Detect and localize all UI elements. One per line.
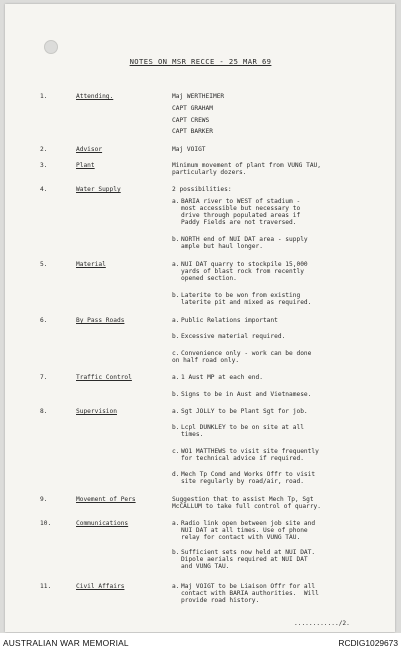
sub-text: WO1 MATTHEWS to visit site frequently — [181, 448, 319, 455]
item-number: 6. — [40, 317, 48, 324]
item-text: Maj WERTHEIMER — [172, 93, 225, 100]
sub-label: c. — [172, 350, 180, 357]
sub-text: and VUNG TAU. — [181, 563, 230, 570]
item-number: 1. — [40, 93, 48, 100]
item-number: 2. — [40, 146, 48, 153]
sub-text: Sgt JOLLY to be Plant Sgt for job. — [181, 408, 308, 415]
sub-label: a. — [172, 261, 180, 268]
sub-text: 1 Aust MP at each end. — [181, 374, 263, 381]
item-number: 7. — [40, 374, 48, 381]
sub-text: BARIA river to WEST of stadium - — [181, 198, 301, 205]
punch-hole — [44, 40, 58, 54]
item-heading: Supervision — [76, 408, 117, 415]
sub-text: most accessible but necessary to — [181, 205, 301, 212]
item-heading: Communications — [76, 520, 129, 527]
sub-text: Sufficient sets now held at NUI DAT. — [181, 549, 316, 556]
sub-text: Dipole aerials required at NUI DAT — [181, 556, 308, 563]
item-number: 8. — [40, 408, 48, 415]
sub-text: NUI DAT at all times. Use of phone — [181, 527, 308, 534]
sub-label: b. — [172, 424, 180, 431]
item-heading: Plant — [76, 162, 95, 169]
sub-label: a. — [172, 520, 180, 527]
item-text: CAPT BARKER — [172, 128, 213, 135]
item-text: CAPT CREWS — [172, 117, 210, 124]
item-text: Maj VOIGT — [172, 146, 206, 153]
item-text: 2 possibilities: — [172, 186, 232, 193]
sub-label: b. — [172, 549, 180, 556]
sub-text: opened section. — [181, 275, 237, 282]
sub-text: Maj VOIGT to be Liaison Offr for all — [181, 583, 316, 590]
sub-text: Public Relations important — [181, 317, 278, 324]
sub-label: d. — [172, 471, 180, 478]
item-heading: By Pass Roads — [76, 317, 125, 324]
sub-text: contact with BARIA authorities. Will — [181, 590, 319, 597]
sub-label: b. — [172, 292, 180, 299]
item-number: 11. — [40, 583, 52, 590]
item-text: Minimum movement of plant from VUNG TAU, — [172, 162, 322, 169]
sub-label: a. — [172, 408, 180, 415]
sub-text: Signs to be in Aust and Vietnamese. — [181, 391, 312, 398]
item-heading: Attending. — [76, 93, 114, 100]
item-heading: Movement of Pers — [76, 496, 136, 503]
sub-label: c. — [172, 448, 180, 455]
sub-label: a. — [172, 374, 180, 381]
item-text: CAPT GRAHAM — [172, 105, 213, 112]
sub-text: Radio link open between job site and — [181, 520, 316, 527]
item-heading: Traffic Control — [76, 374, 132, 381]
footer-source: AUSTRALIAN WAR MEMORIAL — [3, 638, 129, 648]
sub-label: b. — [172, 391, 180, 398]
sub-label: a. — [172, 583, 180, 590]
item-number: 10. — [40, 520, 52, 527]
archive-footer — [0, 633, 401, 654]
sub-text: NORTH end of NUI DAT area - supply — [181, 236, 308, 243]
item-text: McCALLUM to take full control of quarry. — [172, 503, 322, 510]
continuation-marker: ............/2. — [294, 620, 350, 627]
sub-text: laterite pit and mixed as required. — [181, 299, 312, 306]
sub-label: a. — [172, 317, 180, 324]
item-number: 5. — [40, 261, 48, 268]
sub-label: a. — [172, 198, 180, 205]
sub-text: Mech Tp Comd and Works Offr to visit — [181, 471, 316, 478]
sub-text: Laterite to be won from existing — [181, 292, 301, 299]
sub-text: drive through populated areas if — [181, 212, 301, 219]
sub-text: for technical advice if required. — [181, 455, 304, 462]
sub-text: relay for contact with VUNG TAU. — [181, 534, 301, 541]
sub-text: site regularly by road/air, road. — [181, 478, 304, 485]
footer-id: RCDIG1029673 — [338, 638, 398, 648]
item-text: particularly dozers. — [172, 169, 247, 176]
sub-text: on half road only. — [172, 357, 240, 364]
sub-label: b. — [172, 236, 180, 243]
item-number: 4. — [40, 186, 48, 193]
item-heading: Advisor — [76, 146, 103, 153]
document-title: NOTES ON MSR RECCE - 25 MAR 69 — [129, 57, 272, 66]
item-text: Suggestion that to assist Mech Tp, Sgt — [172, 496, 314, 503]
item-number: 9. — [40, 496, 48, 503]
sub-text: ample but haul longer. — [181, 243, 263, 250]
item-heading: Water Supply — [76, 186, 121, 193]
sub-text: Paddy Fields are not traversed. — [181, 219, 297, 226]
sub-text: NUI DAT quarry to stockpile 15,000 — [181, 261, 308, 268]
item-heading: Material — [76, 261, 106, 268]
sub-text: provide road history. — [181, 597, 260, 604]
sub-text: Excessive material required. — [181, 333, 286, 340]
sub-text: Convenience only - work can be done — [181, 350, 312, 357]
item-number: 3. — [40, 162, 48, 169]
sub-text: times. — [181, 431, 204, 438]
sub-text: yards of blast rock from recently — [181, 268, 304, 275]
item-heading: Civil Affairs — [76, 583, 125, 590]
sub-label: b. — [172, 333, 180, 340]
sub-text: Lcpl DUNKLEY to be on site at all — [181, 424, 304, 431]
